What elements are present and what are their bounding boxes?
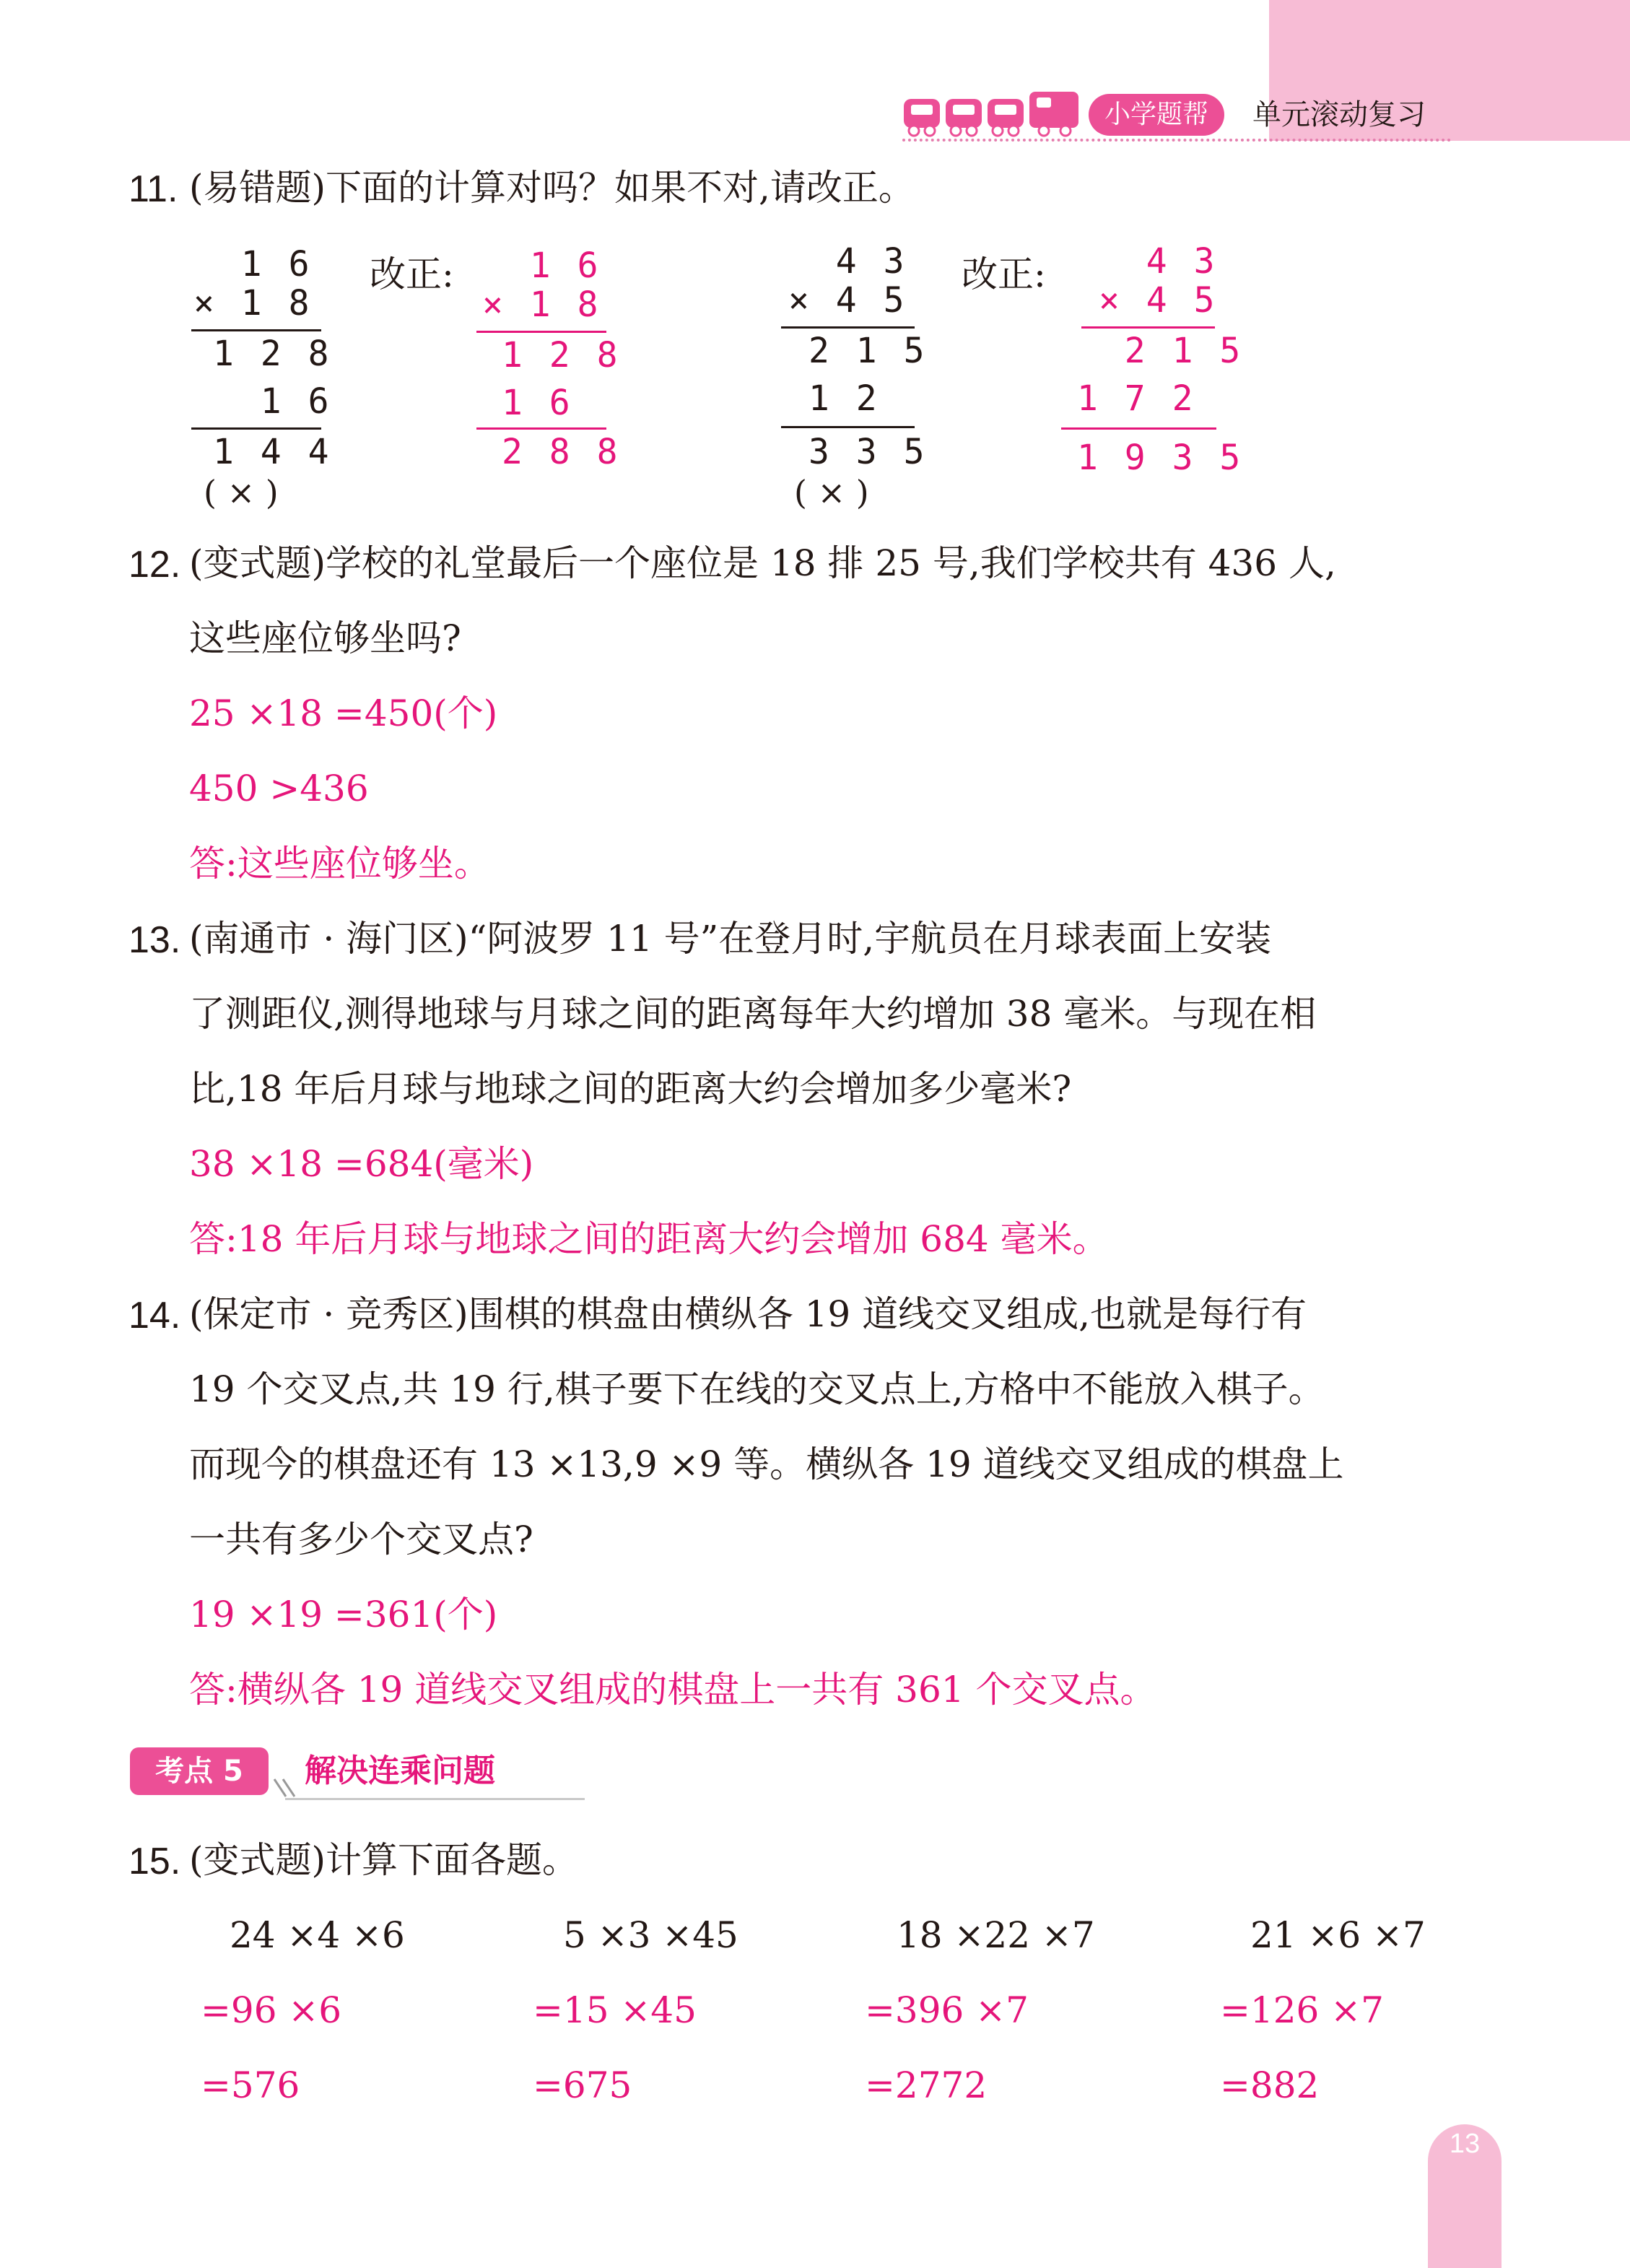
vertical-calc-line: × 1 8 [193, 283, 313, 323]
unit-title: 单元滚动复习 [1252, 98, 1426, 131]
section-underline [285, 1798, 585, 1800]
section-badge: 考点 5 [130, 1747, 269, 1795]
correction-line: × 4 5 [1099, 280, 1218, 321]
question-number: 11. [128, 168, 178, 210]
vertical-calc-line: 2 1 5 [809, 331, 928, 371]
calc-rule [191, 329, 321, 331]
step-line: =126 ×7 [1220, 1989, 1384, 2031]
question-text: 19 个交叉点,共 19 行,棋子要下在线的交叉点上,方格中不能放入棋子。 [189, 1368, 1325, 1410]
train-icon [902, 90, 1083, 141]
step-line: =882 [1220, 2064, 1320, 2106]
expression: 5 ×3 ×45 [563, 1914, 738, 1956]
step-line: =15 ×45 [533, 1989, 697, 2031]
answer-line: 答:18 年后月球与地球之间的距离大约会增加 684 毫米。 [189, 1218, 1109, 1260]
question-number: 14. [128, 1295, 181, 1337]
correction-line: 1 2 8 [502, 335, 621, 375]
section-title: 解决连乘问题 [305, 1752, 495, 1789]
step-line: =576 [201, 2064, 300, 2106]
judge-answer: ( × ) [204, 473, 279, 512]
step-line: =96 ×6 [201, 1989, 342, 2031]
header-divider [902, 139, 1451, 142]
judge-answer: ( × ) [794, 473, 869, 512]
question-text: (易错题)下面的计算对吗？如果不对,请改正。 [189, 167, 915, 209]
step-line: =2772 [865, 2064, 988, 2106]
calc-rule [1081, 326, 1215, 329]
question-text: (保定市 · 竞秀区)围棋的棋盘由横纵各 19 道线交叉组成,也就是每行有 [189, 1293, 1307, 1335]
correction-label: 改正: [370, 253, 454, 295]
calc-rule [191, 427, 321, 430]
calc-rule [1061, 427, 1216, 430]
answer-line: 38 ×18 =684(毫米) [189, 1143, 534, 1185]
question-text: 了测距仪,测得地球与月球之间的距离每年大约增加 38 毫米。与现在相 [189, 993, 1317, 1035]
question-number: 12. [128, 544, 181, 586]
question-text: (南通市 · 海门区)“阿波罗 11 号”在登月时,宇航员在月球表面上安装 [189, 918, 1272, 960]
page-number: 13 [1449, 2129, 1481, 2159]
vertical-calc-line: 3 3 5 [809, 432, 928, 472]
correction-line: 1 6 [502, 383, 573, 423]
answer-line: 答:横纵各 19 道线交叉组成的棋盘上一共有 361 个交叉点。 [189, 1669, 1156, 1711]
correction-line: 2 8 8 [502, 432, 621, 472]
expression: 21 ×6 ×7 [1250, 1914, 1426, 1956]
correction-line: 1 9 3 5 [1077, 438, 1244, 478]
correction-label: 改正: [962, 253, 1046, 295]
correction-line: 1 7 2 [1077, 378, 1196, 419]
expression: 24 ×4 ×6 [230, 1914, 405, 1956]
vertical-calc-line: × 4 5 [788, 280, 907, 321]
answer-line: 25 ×18 =450(个) [189, 692, 498, 734]
calc-rule [476, 331, 606, 333]
vertical-calc-line: 1 6 [213, 381, 332, 422]
question-number: 15. [128, 1841, 181, 1882]
step-line: =675 [533, 2064, 632, 2106]
question-text: 比,18 年后月球与地球之间的距离大约会增加多少毫米? [189, 1068, 1072, 1110]
question-text: (变式题)学校的礼堂最后一个座位是 18 排 25 号,我们学校共有 436 人, [189, 542, 1336, 584]
question-text: 一共有多少个交叉点? [189, 1518, 533, 1560]
correction-line: 2 1 5 [1077, 331, 1244, 371]
vertical-calc-line: 4 3 [788, 241, 907, 282]
vertical-calc-line: 1 4 4 [213, 432, 332, 472]
vertical-calc-line: 1 2 [809, 378, 880, 419]
answer-line: 19 ×19 =361(个) [189, 1594, 498, 1635]
step-line: =396 ×7 [865, 1989, 1029, 2031]
answer-line: 450 >436 [189, 768, 369, 809]
correction-line: × 1 8 [482, 284, 601, 325]
question-number: 13. [128, 919, 181, 961]
calc-rule [476, 427, 606, 430]
vertical-calc-line: 1 2 8 [213, 334, 332, 374]
vertical-calc-line: 1 6 [193, 244, 313, 284]
question-text: (变式题)计算下面各题。 [189, 1839, 579, 1881]
question-text: 这些座位够坐吗? [189, 617, 461, 659]
calc-rule [781, 426, 915, 428]
answer-line: 答:这些座位够坐。 [189, 843, 490, 885]
brand-badge: 小学题帮 [1089, 94, 1224, 136]
correction-line: 1 6 [482, 246, 601, 286]
calc-rule [781, 326, 915, 329]
correction-line: 4 3 [1099, 241, 1218, 282]
question-text: 而现今的棋盘还有 13 ×13,9 ×9 等。横纵各 19 道线交叉组成的棋盘上 [189, 1443, 1344, 1485]
expression: 18 ×22 ×7 [897, 1914, 1095, 1956]
